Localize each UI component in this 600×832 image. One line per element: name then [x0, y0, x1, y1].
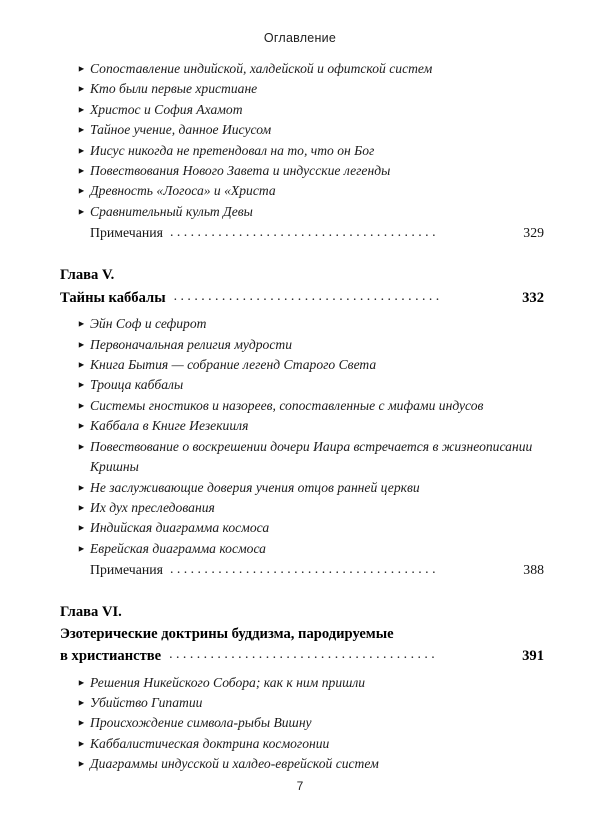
chapter-heading-6[interactable]	[60, 602, 544, 668]
list-item-label: Сравнительный культ Девы	[90, 203, 253, 219]
triangle-bullet-icon: ►	[77, 758, 86, 769]
dot-leader: . . . . . . . . . . . . . . . . . . . . . . . . . . . . . . . . . . . . . . .	[169, 646, 435, 662]
list-item-label: Кто были первые христиане	[90, 81, 258, 97]
chapter-number: Глава VI.	[60, 604, 122, 621]
table-of-contents	[60, 59, 544, 775]
triangle-bullet-icon: ►	[77, 206, 86, 217]
triangle-bullet-icon: ►	[77, 400, 86, 411]
triangle-bullet-icon: ►	[77, 502, 86, 513]
list-item-label: Христос и София Ахамот	[90, 101, 243, 117]
list-item[interactable]	[60, 754, 544, 774]
list-item[interactable]	[60, 202, 544, 222]
page-number: 332	[522, 289, 544, 306]
triangle-bullet-icon: ►	[77, 359, 86, 370]
triangle-bullet-icon: ►	[77, 717, 86, 728]
triangle-bullet-icon: ►	[77, 318, 86, 329]
list-item-label: Системы гностиков и назореев, сопоставленные с мифами индусов	[90, 397, 484, 413]
triangle-bullet-icon: ►	[77, 697, 86, 708]
triangle-bullet-icon: ►	[77, 420, 86, 431]
list-item-label: Решения Никейского Собора; как к ним пришли	[90, 674, 366, 690]
triangle-bullet-icon: ►	[77, 185, 86, 196]
chapter-number: Глава V.	[60, 267, 115, 284]
list-item-label: Индийская диаграмма космоса	[90, 520, 270, 536]
list-item[interactable]	[60, 141, 544, 161]
list-item-label: Каббалистическая доктрина космогонии	[90, 735, 330, 751]
chapter-title-line1: Эзотерические доктрины буддизма, пародируемые	[60, 625, 394, 642]
list-item[interactable]	[60, 161, 544, 181]
list-item-label: Книга Бытия — собрание легенд Старого Света	[90, 357, 377, 373]
list-item[interactable]	[60, 539, 544, 559]
dot-leader: . . . . . . . . . . . . . . . . . . . . . . . . . . . . . . . . . . . . . . .	[173, 287, 440, 303]
list-item[interactable]	[60, 375, 544, 395]
list-item-label: Диаграммы индусской и халдео-еврейской систем	[90, 756, 379, 772]
triangle-bullet-icon: ►	[77, 124, 86, 135]
triangle-bullet-icon: ►	[77, 104, 86, 115]
notes-label: Примечания	[90, 562, 163, 578]
triangle-bullet-icon: ►	[77, 165, 86, 176]
list-item[interactable]	[60, 437, 544, 478]
list-item[interactable]	[60, 355, 544, 375]
triangle-bullet-icon: ►	[77, 441, 86, 452]
folio-page-number: 7	[296, 779, 304, 793]
list-item-label: Троица каббалы	[90, 377, 184, 393]
spacer	[60, 244, 544, 265]
list-item[interactable]	[60, 335, 544, 355]
notes-label: Примечания	[90, 225, 163, 241]
list-item-label: Древность «Логоса» и «Христа	[90, 183, 276, 199]
list-item[interactable]	[60, 734, 544, 754]
list-item[interactable]	[60, 498, 544, 518]
toc-group-chapter4-tail	[60, 59, 544, 244]
notes-entry[interactable]	[60, 559, 544, 581]
chapter-title: Тайны каббалы	[60, 289, 166, 306]
list-item-label: Иисус никогда не претендовал на то, что он Бог	[90, 142, 375, 158]
list-item-label: Их дух преследования	[90, 499, 215, 515]
page-number: 388	[523, 562, 544, 578]
triangle-bullet-icon: ►	[77, 543, 86, 554]
list-item[interactable]	[60, 59, 544, 79]
list-item[interactable]	[60, 120, 544, 140]
page-number: 391	[522, 648, 544, 665]
list-item[interactable]	[60, 478, 544, 498]
list-item[interactable]	[60, 396, 544, 416]
toc-group-chapter6-entries	[60, 673, 544, 775]
list-item-label: Сопоставление индийской, халдейской и офитской систем	[90, 61, 433, 76]
triangle-bullet-icon: ►	[77, 379, 86, 390]
list-item[interactable]	[60, 100, 544, 120]
list-item-label: Происхождение символа-рыбы Вишну	[90, 715, 312, 731]
list-item-label: Повествование о воскрешении дочери Иаира встречается в жизнеописании Кришны	[90, 438, 533, 475]
running-head: Оглавление	[263, 31, 337, 45]
chapter-title-line2: в христианстве	[60, 648, 162, 665]
list-item-label: Убийство Гипатии	[90, 695, 203, 711]
list-item[interactable]	[60, 79, 544, 99]
list-item-label: Первоначальная религия мудрости	[90, 336, 293, 352]
triangle-bullet-icon: ►	[77, 83, 86, 94]
list-item-label: Не заслуживающие доверия учения отцов ранней церкви	[90, 479, 420, 495]
triangle-bullet-icon: ►	[77, 522, 86, 533]
list-item-label: Эйн Соф и сефирот	[90, 316, 207, 332]
list-item[interactable]	[60, 181, 544, 201]
list-item[interactable]	[60, 693, 544, 713]
triangle-bullet-icon: ►	[77, 482, 86, 492]
dot-leader: . . . . . . . . . . . . . . . . . . . . . . . . . . . . . . . . . . . . . . .	[169, 224, 436, 240]
list-item[interactable]	[60, 518, 544, 538]
chapter-heading-5[interactable]	[60, 265, 544, 309]
list-item-label: Еврейская диаграмма космоса	[90, 540, 266, 556]
list-item-label: Тайное учение, данное Иисусом	[90, 122, 272, 138]
page-number: 329	[523, 225, 544, 241]
triangle-bullet-icon: ►	[77, 677, 86, 688]
list-item[interactable]	[60, 416, 544, 436]
spacer	[60, 581, 544, 602]
list-item[interactable]	[60, 314, 544, 334]
dot-leader: . . . . . . . . . . . . . . . . . . . . . . . . . . . . . . . . . . . . . . .	[169, 561, 436, 577]
triangle-bullet-icon: ►	[77, 145, 86, 156]
list-item-label: Каббала в Книге Иезекииля	[90, 418, 249, 434]
list-item-label: Повествования Нового Завета и индусские легенды	[90, 163, 391, 179]
triangle-bullet-icon: ►	[77, 63, 86, 74]
triangle-bullet-icon: ►	[77, 339, 86, 350]
list-item[interactable]	[60, 713, 544, 733]
notes-entry[interactable]	[60, 222, 544, 244]
triangle-bullet-icon: ►	[77, 738, 86, 749]
toc-group-chapter5-entries	[60, 314, 544, 581]
list-item[interactable]	[60, 673, 544, 693]
